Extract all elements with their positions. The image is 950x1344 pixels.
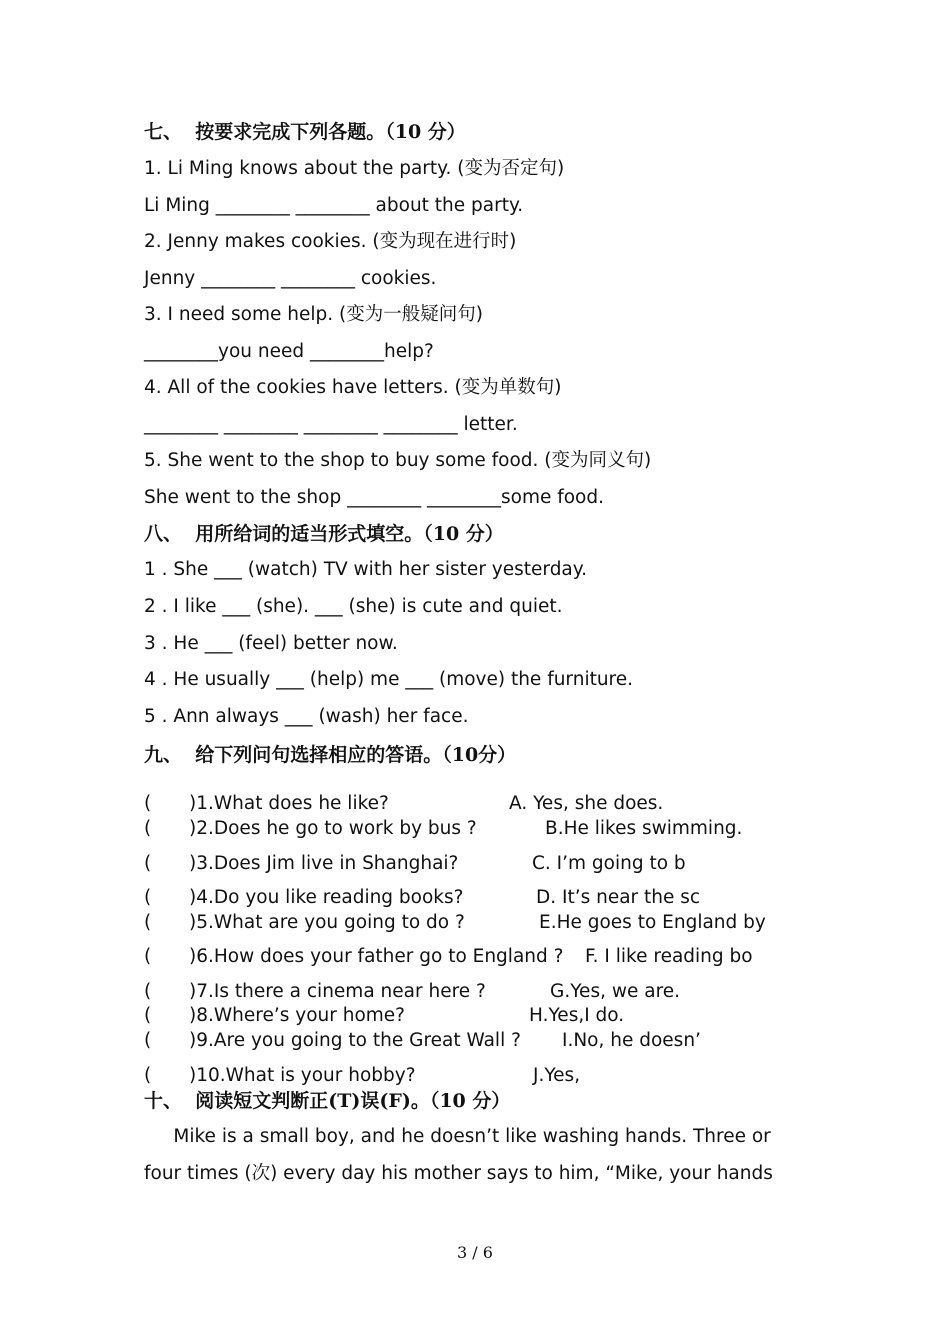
s7-line-3: 2. Jenny makes cookies. (变为现在进行时) <box>144 231 517 252</box>
question-3: )3.Does Jim live in Shanghai? <box>189 853 459 874</box>
answer-option-i: I.No, he doesn’ <box>562 1030 701 1051</box>
question-8: )8.Where’s your home? <box>189 1005 405 1026</box>
s7-line-2: Li Ming ________ ________ about the party. <box>144 195 524 216</box>
s8-line-5: 5 . Ann always ___ (wash) her face. <box>144 706 469 727</box>
answer-blank-paren: ( <box>144 946 152 967</box>
question-5: )5.What are you going to do ? <box>189 912 465 933</box>
answer-option-c: C. I’m going to b <box>532 853 686 874</box>
answer-blank-paren: ( <box>144 981 152 1002</box>
s8-line-1: 1 . She ___ (watch) TV with her sister yesterday. <box>144 559 587 580</box>
answer-blank-paren: ( <box>144 1030 152 1051</box>
answer-option-e: E.He goes to England by <box>539 912 766 933</box>
question-1: )1.What does he like? <box>189 793 389 814</box>
question-4: )4.Do you like reading books? <box>189 887 464 908</box>
section-9-heading: 九、 给下列问句选择相应的答语。（10分） <box>144 744 517 766</box>
s7-line-6: ________you need ________help? <box>144 341 434 362</box>
s8-line-2: 2 . I like ___ (she). ___ (she) is cute and quiet. <box>144 596 563 617</box>
s8-line-4: 4 . He usually ___ (help) me ___ (move) the furniture. <box>144 669 634 690</box>
s7-line-1: 1. Li Ming knows about the party. (变为否定句) <box>144 158 565 179</box>
section-7-heading: 七、 按要求完成下列各题。（10 分） <box>144 121 466 143</box>
answer-blank-paren: ( <box>144 1065 152 1086</box>
answer-blank-paren: ( <box>144 818 152 839</box>
answer-option-a: A. Yes, she does. <box>509 793 664 814</box>
question-2: )2.Does he go to work by bus ? <box>189 818 477 839</box>
passage-line-1: Mike is a small boy, and he doesn’t like washing hands. Three or <box>144 1126 771 1147</box>
answer-blank-paren: ( <box>144 793 152 814</box>
answer-option-f: F. I like reading bo <box>585 946 753 967</box>
answer-blank-paren: ( <box>144 912 152 933</box>
answer-blank-paren: ( <box>144 887 152 908</box>
answer-option-g: G.Yes, we are. <box>550 981 681 1002</box>
s7-line-7: 4. All of the cookies have letters. (变为单数句) <box>144 377 562 398</box>
answer-blank-paren: ( <box>144 853 152 874</box>
answer-blank-paren: ( <box>144 1005 152 1026</box>
question-9: )9.Are you going to the Great Wall ? <box>189 1030 521 1051</box>
section-10-heading: 十、 阅读短文判断正(T)误(F)。（10 分） <box>144 1090 511 1112</box>
section-8-heading: 八、 用所给词的适当形式填空。（10 分） <box>144 523 504 545</box>
answer-option-j: J.Yes, <box>533 1065 581 1086</box>
s7-line-9: 5. She went to the shop to buy some food. (变为同义句) <box>144 450 652 471</box>
s7-line-5: 3. I need some help. (变为一般疑问句) <box>144 304 483 325</box>
answer-option-h: H.Yes,I do. <box>529 1005 625 1026</box>
answer-option-d: D. It’s near the sc <box>536 887 701 908</box>
s7-line-10: She went to the shop ________ ________some food. <box>144 487 604 508</box>
s7-line-4: Jenny ________ ________ cookies. <box>144 268 437 289</box>
answer-option-b: B.He likes swimming. <box>545 818 743 839</box>
page-number: 3 / 6 <box>457 1243 493 1262</box>
s7-line-8: ________ ________ ________ ________ letter. <box>144 414 518 435</box>
question-7: )7.Is there a cinema near here ? <box>189 981 486 1002</box>
question-10: )10.What is your hobby? <box>189 1065 416 1086</box>
s8-line-3: 3 . He ___ (feel) better now. <box>144 633 398 654</box>
question-6: )6.How does your father go to England ? <box>189 946 564 967</box>
passage-line-2: four times (次) every day his mother says to him, “Mike, your hands <box>144 1163 773 1184</box>
